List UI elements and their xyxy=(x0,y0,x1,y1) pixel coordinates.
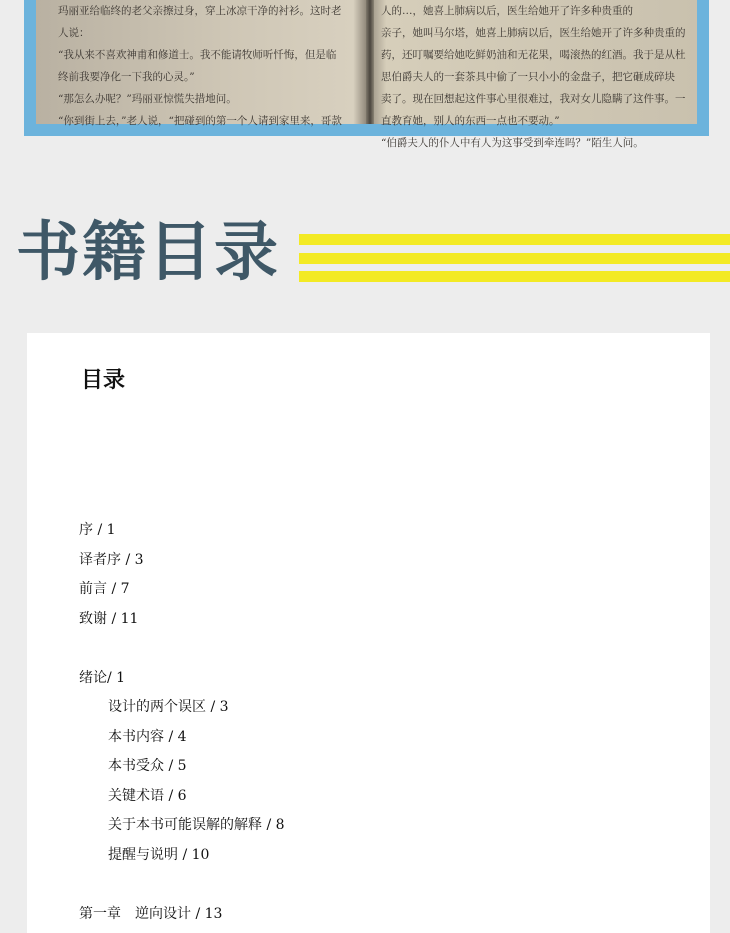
toc-entry: 前言 / 7 xyxy=(79,581,130,597)
book-text-line: 终前我要净化一下我的心灵。” xyxy=(58,71,195,83)
toc-page xyxy=(27,333,710,933)
book-spine xyxy=(366,0,374,124)
toc-title: 目录 xyxy=(81,367,126,393)
book-text-line: “我从来不喜欢神甫和修道士。我不能请牧师听忏悔，但是临 xyxy=(58,49,337,61)
toc-entry: 致谢 / 11 xyxy=(79,610,139,627)
toc-entry: 第一章 逆向设计 / 13 xyxy=(79,905,223,922)
toc-subentry: 提醒与说明 / 10 xyxy=(108,846,210,863)
heading-stripe xyxy=(299,271,730,282)
toc-subentry: 关键术语 / 6 xyxy=(108,787,187,804)
book-text-line: 人说： xyxy=(58,27,90,39)
book-text-line: 人的…，她喜上肺病以后，医生给她开了许多种贵重的 xyxy=(381,5,633,17)
book-text-line: “那怎么办呢？”玛丽亚惊慌失措地问。 xyxy=(58,93,237,105)
book-photo xyxy=(36,0,697,149)
book-photo-frame xyxy=(24,0,709,149)
toc-spacer xyxy=(79,634,285,664)
heading-stripe xyxy=(299,234,730,245)
book-text-line: 直教育她，别人的东西一点也不要动。” xyxy=(381,115,560,127)
book-text-line: 亲子，她叫马尔塔，她喜上肺病以后，医生给她开了许多种贵重的 xyxy=(381,27,686,39)
toc-subentry: 本书受众 / 5 xyxy=(108,758,187,774)
toc-entry: 译者序 / 3 xyxy=(79,551,144,568)
book-text-line: 卖了。现在回想起这件事心里很难过，我对女儿隐瞒了这件事。一 xyxy=(381,93,686,105)
book-right-page xyxy=(381,0,686,149)
book-text-line: 玛丽亚给临终的老父亲擦过身，穿上冰凉干净的衬衫。这时老 xyxy=(58,5,342,17)
toc-list xyxy=(79,516,285,929)
book-text-line: “你到街上去，”老人说，“把碰到的第一个人请到家里来，哥款 xyxy=(58,115,342,127)
toc-spacer xyxy=(79,870,285,900)
heading-stripe xyxy=(299,253,730,264)
toc-subentry: 关于本书可能误解的解释 / 8 xyxy=(108,817,285,833)
toc-subentry: 设计的两个误区 / 3 xyxy=(108,699,229,715)
toc-subentry: 本书内容 / 4 xyxy=(108,728,187,745)
book-text-line: “伯爵夫人的仆人中有人为这事受到牵连吗？”陌生人问。 xyxy=(381,137,644,149)
book-left-page xyxy=(58,0,358,127)
book-text-line: 思伯爵夫人的一套茶具中偷了一只小小的金盘子，把它砸成碎块 xyxy=(381,71,675,83)
section-heading: 书籍目录 xyxy=(16,216,280,290)
book-text-line: 药，还叮嘱要给她吃鲜奶油和无花果，喝滚热的红酒。我于是从杜 xyxy=(381,49,686,61)
toc-entry: 绪论/ 1 xyxy=(79,669,126,686)
toc-entry: 序 / 1 xyxy=(79,522,116,538)
